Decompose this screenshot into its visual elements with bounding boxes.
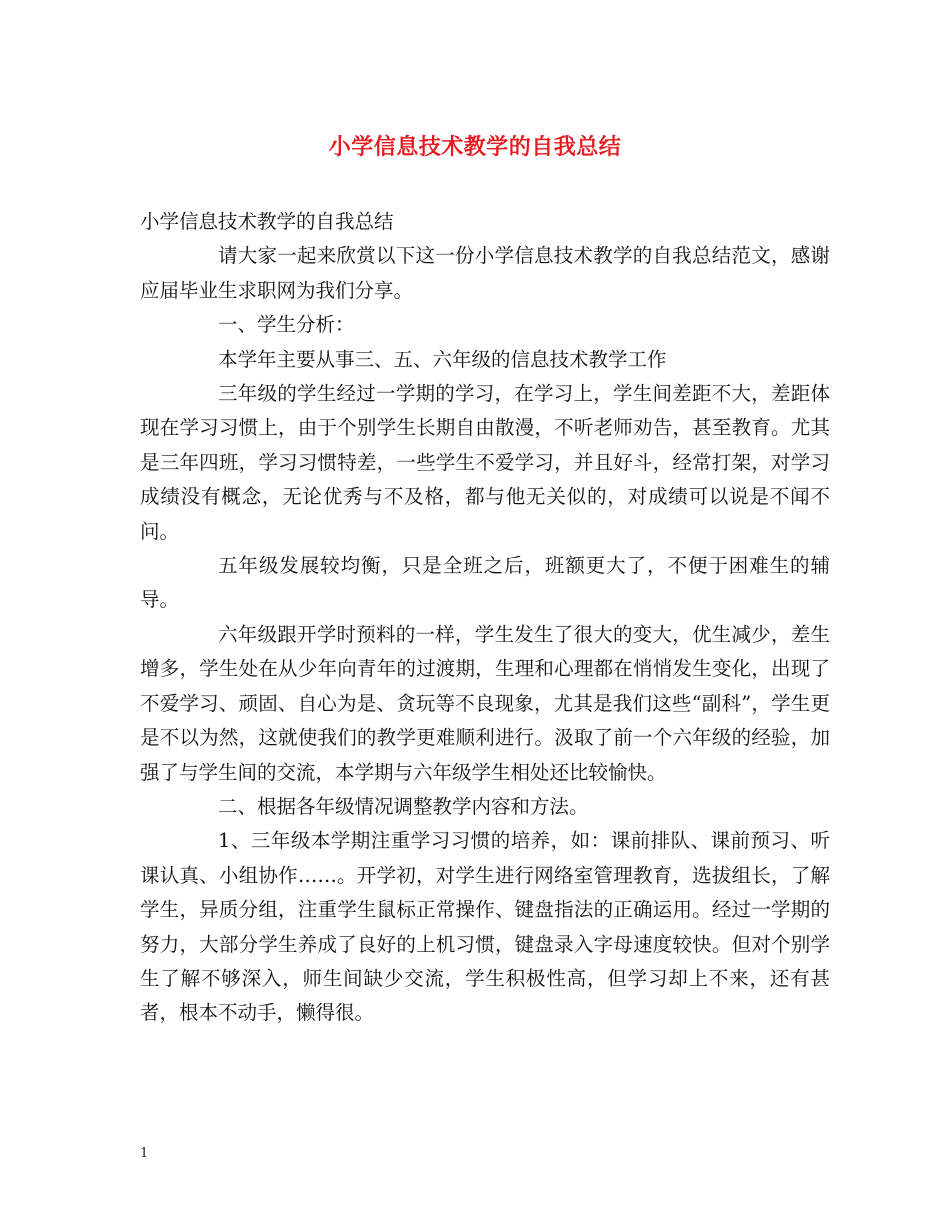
paragraph-grade-five: 五年级发展较均衡，只是全班之后，班额更大了，不便于困难生的辅导。 bbox=[140, 554, 830, 612]
document-title: 小学信息技术教学的自我总结 bbox=[328, 134, 622, 160]
page-number: 1 bbox=[140, 1146, 149, 1161]
paragraph-heading: 小学信息技术教学的自我总结 bbox=[140, 210, 394, 233]
paragraph-intro: 请大家一起来欣赏以下这一份小学信息技术教学的自我总结范文，感谢应届毕业生求职网为我们分享。 bbox=[140, 244, 830, 302]
paragraph-grade-three-habits: 1、三年级本学期注重学习习惯的培养，如：课前排队、课前预习、听课认真、小组协作……。开学初，对学生进行网络室管理教育，选拔组长，了解学生，异质分组，注重学生鼠标正常操作、键盘指法的正确运用。经过一学期的努力，大部分学生养成了良好的上机习惯，键盘录入字母速度较快。但对个别学生了解不够深入，师生间缺少交流，学生积极性高，但学习却上不来，还有甚者，根本不动手，懒得很。 bbox=[140, 829, 830, 1025]
paragraph-grade-three: 三年级的学生经过一学期的学习，在学习上，学生间差距不大，差距体现在学习习惯上，由于个别学生长期自由散漫，不听老师劝告，甚至教育。尤其是三年四班，学习习惯特差，一些学生不爱学习，并且好斗，经常打架，对学习成绩没有概念，无论优秀与不及格，都与他无关似的，对成绩可以说是不闻不问。 bbox=[140, 382, 830, 543]
document-body bbox=[140, 205, 830, 1031]
paragraph-grade-six: 六年级跟开学时预料的一样，学生发生了很大的变大，优生减少，差生增多，学生处在从少年向青年的过渡期，生理和心理都在悄悄发生变化，出现了不爱学习、顽固、自心为是、贪玩等不良现象，尤其是我们这些“副科”，学生更是不以为然，这就使我们的教学更难顺利进行。汲取了前一个六年级的经验，加强了与学生间的交流，本学期与六年级学生相处还比较愉快。 bbox=[140, 622, 830, 784]
section-heading-student-analysis: 一、学生分析： bbox=[218, 313, 355, 337]
section-heading-adjust-teaching: 二、根据各年级情况调整教学内容和方法。 bbox=[218, 794, 589, 818]
paragraph-grades-taught: 本学年主要从事三、五、六年级的信息技术教学工作 bbox=[218, 347, 667, 371]
